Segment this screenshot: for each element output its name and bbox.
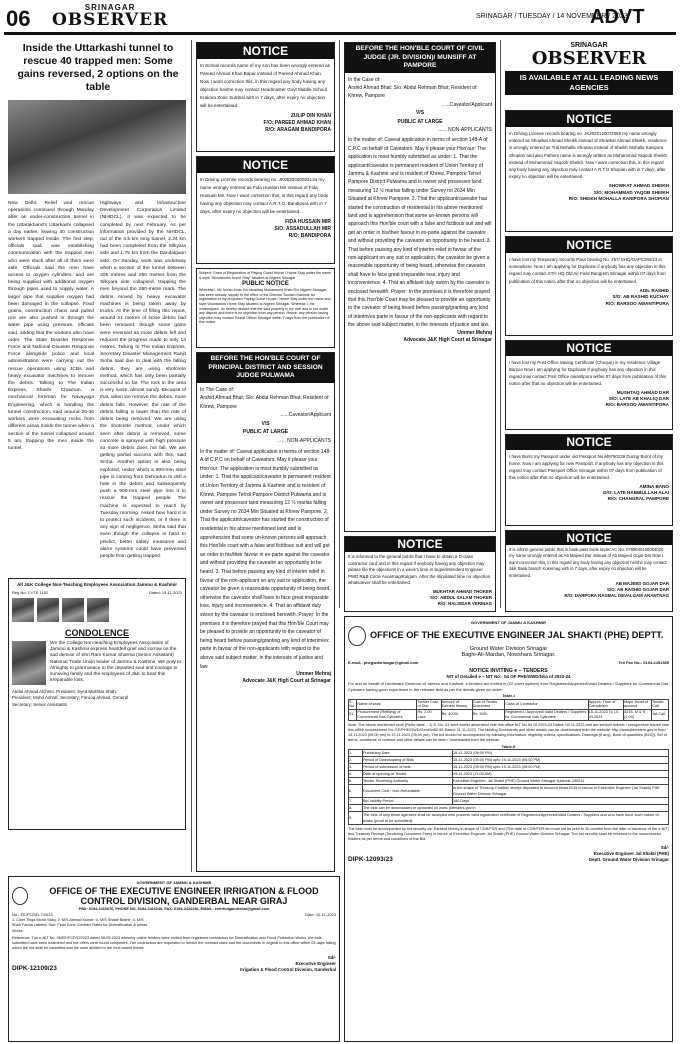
court-respondent: PUBLIC AT LARGE	[243, 429, 288, 436]
lead-col-left: New Delhi: Relief and rescue operations continued through Monday after an under-construction tunnel in the Uttarakhand's Uttarkashi collapsed a day earlier, leaving 40 construction workers trapped inside. The first step, officials said, was establishing communication with the trapped men who were stuck after all of them were safe. Officials said the men have access to oxygen cylinders, and are being supplied with additional oxygen through pipes used to supply water. A larger pipe that supplies oxygen had been damaged in the collapse. Food grains, construction chaos and pulled rice are also pushed in through the water pipe using pressure, officials said, adding that the workers also have order. The State Disaster Response Force and National Disaster Response Force alongside police and local administration were carrying out the rescue operations using JCBs and heavy excavator machines to remove the debris. Talking to The Indian Express, Shashi Chauhan, a mechanical foreman for Navayuga Engineering, which is handling the tunnel construction, said around 20-30 workers were excavating rocks from different areas inside the tunnel when a section of the tunnel collapsed around 5 am, trapping the men inside the tunnel.	[8, 201, 94, 451]
date-line: SRINAGAR / TUESDAY / 14 NOVEMBER / 2023	[476, 13, 628, 20]
sig-address: R/O: SHEIKH MOHALLA KANIPORA SHOPIAN	[568, 196, 669, 202]
column-rule	[191, 40, 192, 872]
table-row	[349, 812, 669, 825]
table-cell: Bid Validity Period	[363, 798, 453, 805]
sig-relation: S/O: AB RASHID GOJAR DAR	[606, 586, 669, 592]
tender-body: Reference: The e-NIT No. 06/EE/FCD/D/2023 dated 08-09-2023 whereby online tenders were invited from registered contractors for Diversification and Flood Protection Works, the bids submitted have been examined and the offers were found competent. The contractors are requested to furnish the contract rates and the documents in original to this office within 03 days failing which the bid shall be cancelled and the work allotted to the next lowest bidder.	[12, 936, 336, 950]
tender-sub1: Ground Water Division Srinagar	[469, 645, 548, 652]
table-cell: The bids can be downloaded or uploaded on www. jktenders.gov.in	[363, 805, 669, 812]
sig-name: FIDA HUSSAIN MIR	[285, 219, 331, 225]
table-row	[349, 778, 669, 785]
sig-name: ADIL RASHID	[639, 287, 669, 293]
public-notice-body: Whereas I, Mr. Imran Khan S/o Mushtaq Mohammed Khan R/o Nigeen Srinagar, has been already happily to the office of the Director Tourism Kashmir for registration of my proposed Paying Guest House / Home Stay under the name and style Woodworks Home Stay situated at Nigeen Srinagar. Whereas I, the undersigned, do hereby declare that the said property is my own and is not under any dispute and there is no objection from any person. Hence, any person having objection may contact Tourist Officer Srinagar within 7 days from the publication of this notice.	[199, 288, 331, 325]
table-header: Name of work	[357, 699, 417, 710]
table-cell: 5.	[349, 778, 363, 785]
table-header: Major Head of account	[624, 699, 652, 710]
notice-bank-passbook	[505, 530, 673, 612]
notice-driving-license-2	[505, 110, 673, 232]
notice-body: I have lost my Post Office Saving Certificate (Cheque) in my residence Village Barsoo Now I am applying for Duplicate If anybody has any objection in this regard may contact Post Office Awantipora within 07 days from publication of this notice after that no objection will be entertained.	[509, 360, 667, 386]
deceased-photo	[12, 641, 46, 685]
tender-title: OFFICE OF THE EXECUTIVE ENGINEER JAL SHAKTI (PHE) DEPTT.	[370, 630, 664, 640]
table-cell: Period of Downloading of Bids	[363, 757, 453, 764]
table-cell: Date of opening of Tender	[363, 771, 453, 778]
notice-body: It is inform general public that in bank pass book under AC No. 0759040100004020 my name wrongly entered as Ab Majeed Dar instead of Ab Majeed Gojar Dar Now I want correction this, in this regard any body having any objection he/she may contact J&K Bank branch Kokernag with in 7 days, after expiry no objection will be entertained.	[509, 547, 667, 578]
table-cell: 15-11-2023 To 19-03-2024	[588, 710, 623, 721]
table-row	[349, 785, 669, 798]
notice-signature	[506, 183, 672, 202]
table-cell: Tender Receiving Authority	[363, 778, 453, 785]
tender-nit-no: NIT of Detailed e – NIT No:- 54 OF PHE/GWD/Nsa of 2023-24	[446, 674, 571, 679]
table-cell: 1st Call	[652, 710, 669, 721]
sig-name: Ummer Mehraj	[296, 671, 331, 678]
sig-relation: F/O: PAREED AHMAD KHAN	[263, 120, 331, 126]
condolence-refs	[12, 590, 182, 596]
public-notice-subject: Subject: Grant of Registration of Paying Guest House / Home Stay under the name & style "Woodworks Home Stay" situated at Nigeen Srinagar	[199, 271, 332, 280]
sig-office: Deptt. Ground Water Division Srinagar	[588, 856, 669, 862]
condolence-date: Dated: 13-11-2023	[148, 589, 182, 595]
sig-relation: S/O: ASSADULLAH MIR	[274, 226, 331, 232]
sig-sd: Sd/-	[660, 845, 669, 851]
notice-title: NOTICE	[506, 111, 672, 127]
tender-gov: GOVERNMENT OF JAMMU & KASHMIR	[136, 880, 212, 885]
masthead	[52, 4, 168, 29]
sig-name: SHOWKAT AHMAD SHEIKH	[608, 183, 669, 189]
court-body: In the matter of: Caveat application in terms of section 148-A of C.P.C on behalf of Caveators. May it please your Hon'our: The application is most humbly submitted as under: 1. That the applicant/caveator is permanent resident of Union Territory of Jammu & Kashmir and is resident of Khrew, Pampore Tehsil Pampore District Pulwama and is owner and possessor land measuring 12 ½ marlas falling under Survey no 2634 Min Situated at Khrew Pampore. 2. That the applicant/caveator has started the construction of residential in his above mentioned land and is apprehension that some un-known persons will approach this Hon'ble court with a false and fictitious suit and will get an order in his/their favour in ex-parte against the caveator and without providing the caveator an opportunity to be heard. 3. That before passing any kind of interim relief in favour of the non-applicant on any suit or application, the caveator be given a reasonable opportunity of being heard, otherwise the caveator shall have to face great irreparable loss, injury and inconvenience. 4. That an affidavit duly sworn by the caveator is enclosed herewith. Prayer: In the premises it is therefore prayed that this Hon'ble Court may be pleased to provide an opportunity to the caveator of being heard before passing/granting any kind of interim/ex parte in favour of the non-applicants with regard to the above said subject matter, in the interests of justice and law.	[348, 137, 492, 329]
emblem-icon	[12, 887, 28, 905]
avatar	[37, 598, 59, 622]
lead-photo	[8, 100, 186, 194]
table-cell: Procurement (Refilling) of Commercial Gas Cylinders	[357, 710, 417, 721]
court-content	[345, 73, 495, 347]
dipk-number: DIPK-12093/23	[348, 855, 393, 863]
court-respondent: PUBLIC AT LARGE	[397, 118, 443, 125]
column-rule	[500, 40, 501, 608]
tender-signature	[240, 955, 336, 972]
tender-fax: Tel/ Fax No:- 0194-2451385	[618, 659, 669, 665]
tender-footer	[348, 845, 669, 862]
notice-body: I have lost my Temporary Security Pass bearing No. 257/ SHQ/OAPCSW/23 in somewhere. Now I am applying for Duplicate if anybody has any objection in this regard may contact STH HQ Old Air Field Rangreth Srinagar within 07 days from publication of this notice after that no objection will be entertained.	[509, 257, 666, 284]
tender-notes: Note: The above mentioned work (Refer table – 1) S. No. 01 were earlier advertised vide this office NIT No 54 Of 2023-24 Dated: 09-11-2023 and are seldom redone / corrigendum issued vide this office endorsement No. EE/PHE/GWD/Genl/4462-56 Dated: 11-11-2023. The bidding Documents and other details can be downloaded from the website: http://www.jktenders.gov.in from 15.11.2023 (05:00 pm) to 19.11.2023 (05:00 pm). The bid should be accompanied by following information, eligibility criteria, specifications, Drawings (if any), Book of quantities (BOQ), Set of terms, conditions of contract and other details can be seen / downloaded from the website.	[348, 722, 669, 742]
court-role: ......Caveator/Applicant	[441, 101, 492, 108]
table-row	[349, 764, 669, 771]
table-cell: Rs. 2.00 Lacs	[417, 710, 441, 721]
sig-relation: D/O: LATE HABIBULLAH ALAI	[603, 490, 669, 496]
tender-footer-note: The bids must be accompanied by bid security viz: Earnest Money in shape of CDR/FDR and (The date of CDR/FDR etc must not be prior to 30 months from the date of issuance of the e-NIT) and Treasury Receipt (Tendering Document Fees) in favour of Executive Engineer Jal Shakti (PHE) Ground Water Division Srinagar. The bid security shall be returned to the unsuccessful bidders as per terms and conditions of the Bid.	[348, 827, 669, 842]
court-role: ...... NON-APPLICANTS	[438, 126, 492, 133]
condolence-title: CONDOLENCE	[64, 628, 129, 638]
notice-title: NOTICE	[506, 435, 672, 450]
notice-contractor-card	[344, 536, 496, 612]
notice-body: In School records name of my son has been wrongly entered as Pareed Ahmad Khan Bapar instead of Pareed Ahmad Khan. Now I want correction this, in this regard any body having any objection he/she may contact Headmaster Govt Middle School Krakora Zone Sumbal with in 7 days, after expiry no objection will be entertained.	[200, 63, 330, 108]
tender-footer	[12, 955, 336, 972]
table-header: Cost of Tender Document	[472, 699, 504, 710]
table-cell: The bids of only those agencies shall be accepted who possess valid registration certificate of Registered/Approved/Valid Dealers / Suppliers and who have done such nature of works (proof to be submitted).	[363, 812, 669, 825]
tender-no: No.: EE/FCD/D-7/2023	[12, 912, 53, 917]
notice-body: In Driving License records bearing no. JK0520040003134 my name wrongly entered as Fida Hussan Mir instead of Fida Hussain Mir. Now I want correction this, in this regard any body having any objection may contact A.R.T.O. Bandipora with in 7 days, after expiry no objection will be entertained.	[200, 177, 329, 214]
sig-title: Advocate J&K High Court at Srinagar	[242, 678, 331, 685]
court-case: In The Case of:	[200, 386, 235, 393]
table-row	[349, 750, 669, 757]
condolence-content	[12, 641, 182, 685]
table-cell: 1.	[349, 750, 363, 757]
sig-relation: S/O: AB RASHID KUCHAY	[612, 294, 669, 300]
tender-nit-title: NOTICE INVITING e – TENDERS	[469, 668, 548, 674]
sig-office: Irrigation & Flood Control Division, Ganderbal	[240, 966, 336, 972]
condolence-ad	[8, 578, 186, 830]
sig-sd: Sd/-	[327, 955, 336, 960]
tender-heading	[348, 626, 669, 646]
tender-sub2: Baghi-Ali-Mardan, Nowshara Srinagar.	[461, 651, 556, 658]
table-cell: 6.	[349, 785, 363, 798]
table-header: Class of Contractor	[505, 699, 588, 710]
condolence-signatories: Abdul Ahmad Alchem, President; Syed Mukhtar Shah, President; Mohd Ashraf, Secretary; Farooq Ahmad, General Secretary; Senior Assistants	[12, 689, 129, 707]
notice-lost-security-pass	[505, 236, 673, 336]
tender-gov: GOVERNMENT OF JAMMU & KASHMIR	[471, 620, 546, 625]
notice-title: NOTICE	[345, 537, 495, 552]
tender-jal-shakti	[344, 616, 673, 1042]
notice-title: NOTICE	[506, 341, 672, 356]
sig-name: Ummer Mehraj	[457, 329, 492, 336]
table-cell: 01	[349, 710, 357, 721]
sig-title: Executive Engineer Jal Shakti (PHE)	[593, 850, 669, 856]
sig-address: R/O: BARSOO AWANTIPORA	[605, 300, 669, 306]
condolence-photos	[12, 598, 182, 622]
court-vs: V/S	[415, 110, 425, 117]
notice-body: It is informed to the general public that I have to obtain a D-class contractor card and in this regard if anybody having any objection may please file the objections in a week's time in Superintendent Engineer PWD R&B Circle Anantnag/Kulgam. After the stipulated time no objection whatsoever shall be entertained.	[348, 554, 491, 586]
public-notice-title: PUBLIC NOTICE	[242, 281, 289, 288]
ad-masthead-name: OBSERVER	[531, 48, 647, 69]
notice-name-correction	[196, 42, 335, 152]
notice-lost-certificate	[505, 340, 673, 430]
table-cell: Publishing Date	[363, 750, 453, 757]
table-row	[349, 710, 669, 721]
page-number: 06	[6, 6, 31, 31]
sig-name: ZULIP DIN KHAN	[290, 113, 331, 119]
table-header: S. No	[349, 699, 357, 710]
condolence-body: We the College Non-teaching Employees Association of Jammu & Kashmir express heartfelt grief and sorrow on the sad demise of Shri Ram Kumar Sharma (Senior Assistant) National Trade Union leader of Jammu & Kashmir. We pray to Almighty to grant peace to the departed soul and courage to surviving family and the employees of J&K to bear this irreparable loss.	[50, 641, 182, 684]
tender-addressees: 1. Chief Tinga Mohd Sidiq; 2. M/S Ahmad Kumar; 3. M/S Shabir Bashir; 4. M/S Shah Farida Lateefa; Sub: Final Done Contract Rates for Diversification & pheas Works	[12, 917, 148, 933]
table-header: Approx. Time of Completion	[588, 699, 623, 710]
avatar	[87, 598, 109, 622]
court-notice-pampore	[344, 42, 496, 532]
table-cell: 3.	[349, 764, 363, 771]
avatar	[62, 598, 84, 622]
court-signature	[348, 330, 492, 344]
table-cell: 7.	[349, 798, 363, 805]
tender-table-2	[348, 749, 669, 825]
header-rule	[4, 32, 676, 35]
court-title: BEFORE THE HON'BLE COURT OF CIVIL JUDGE (JR. DIVISION)/ MUNSIFF AT PAMPORE	[345, 43, 495, 73]
masthead-top: SRINAGAR	[84, 3, 136, 12]
table-cell: 4215- M & S (2.00)	[624, 710, 652, 721]
sig-name: MUSHTAQ AHMAD DAR	[616, 390, 669, 395]
notice-burnt-passport	[505, 434, 673, 526]
table-cell: Executive Engineer, Jal Shakti (PHE) Ground Water Srinagar Kashmir-190011	[453, 778, 669, 785]
table-cell: Rs. 500/-	[472, 710, 504, 721]
ad-masthead-top: SRINAGAR	[570, 42, 608, 49]
condolence-reg: Reg No: CYTE 1162	[12, 589, 49, 595]
condolence-org: All J&K College Non-Teaching Employees Association Jammu & Kashmir	[16, 582, 178, 587]
table-row	[349, 805, 669, 812]
court-vs: V/S	[261, 420, 270, 427]
notice-title: NOTICE	[197, 157, 334, 173]
notice-signature	[345, 589, 495, 607]
table-header: Tender Cost of Doc	[417, 699, 441, 710]
sig-name: AB MAJEED GOJAR DAR	[615, 581, 669, 587]
dipk-number: DIPK-12109/23	[12, 965, 57, 973]
table-cell: 19-11-2023 (11:00 AM)	[453, 771, 669, 778]
notice-signature	[506, 288, 672, 307]
sig-name: MUKHTAR AHMAD THOKER	[432, 588, 492, 594]
tender-title: OFFICE OF THE EXECUTIVE ENGINEER IRRIGATION & FLOOD CONTROL DIVISION, GANDERBAL NEAR GIRAJ	[49, 885, 319, 906]
notice-body: In Driving License records bearing no. JK2020120072065 my name wrongly entered as Showkat Ahmad Sheikh instead of Showkat Ahmad Shiekh, residence is wrongly entered as Tral Mohalla Shopian instead of Sheikh Mohalla Kanipora Shopian and also Fathers name is wrongly written as Muhammad Yaqoob Sheikh instead of Mohammad Yaqoob Sheikh. Now I want correction this, in this regard any body having any objection may contact A.R.T.O Shopian with in 7 days, after expiry no objection will be entertained.	[509, 131, 667, 180]
notice-title: NOTICE	[197, 43, 334, 59]
table-cell: Period of submission of bids	[363, 764, 453, 771]
table-cell: 15-11-2023 (05:00 PM) upto 19-11-2023 (05:00 PM)	[453, 764, 669, 771]
court-signature	[200, 671, 331, 685]
court-role: ......Caveator/Applicant	[280, 412, 331, 419]
table-cell: 4.	[349, 771, 363, 778]
table-cell: 9.	[349, 812, 363, 825]
tender-date: Date: 10-11-2023	[305, 912, 336, 917]
observer-availability-ad	[505, 42, 673, 106]
notice-body: I have Burnt my Passport under old Passport No M9760239 During Burnt of my home. Now I am applying for new Passport. If anybody has any objection in this regard may contact Passport Office Srinagar within 07 days from publication of this notice after that no objection will be entertained.	[509, 454, 664, 480]
tender-intro: For and on behalf of Lieutenant Governor of Jammu and Kashmir, e-tenders are invited in (02 cover system) from Registered/Approved/Valid Dealers / Suppliers for Commercial Gas Cylinders having good experience in the relevant field as per the details given as under:	[348, 681, 669, 692]
sig-address: R/O: CHANGRAL PAMPORE	[607, 496, 669, 502]
tender-email: E-mail:- phegwdsrinagar@gmail.com	[348, 659, 419, 665]
table-cell: 15-11-2023 (05:00 PM) upto 19-11-2023 (05:00 PM)	[453, 757, 669, 764]
masthead-name: OBSERVER	[52, 10, 169, 30]
public-notice	[196, 268, 335, 348]
court-title: BEFORE THE HON'BLE COURT OF PRINCIPAL DISTRICT AND SESSION JUDGE PULWAMA	[197, 353, 334, 383]
lead-headline: Inside the Uttarkashi tunnel to rescue 40 trapped men: Some gains reversed, 2 options on the table	[17, 42, 179, 93]
table-row	[349, 757, 669, 764]
sig-relation: S/O: LATE AB KHALIQ DAR	[608, 396, 669, 402]
notice-signature	[506, 484, 672, 503]
court-body: In the matter of: Caveat application in terms of section 148-A of C.P.C on behalf of Caveators. May it please your Hon'our: The application is most humbly submitted as under: 1. That the applicant/caveator is permanent resident of Union Territory of Jammu & Kashmir and is resident of Khrew, Pampore Tehsil Pampore District Pulwama and is owner and possessor land measuring 12 ½ marlas falling under Survey no 2634 Min Situated at Khrew Pampore. 2. That the applicant/caveator has started the construction of residential in his above mentioned land and is apprehension that some un-known persons will approach this Hon'ble court with a false and fictitious suit and will get an order in his/their favour in ex-parte against the caveator and without providing the caveator an opportunity to be heard. 3. That before passing any kind of interim relief in favour of the non-applicant on any suit or application, the caveator be given a reasonable opportunity of being heard, otherwise the caveator shall have to face great irreparable loss, injury and inconvenience. 4. That an affidavit duly sworn by the caveator is enclosed herewith. Prayer: In the premises it is therefore prayed that this Hon'ble Court may be pleased to provide an opportunity to the caveator of being heard before passing/granting any kind of interim/ex parte in favour of the non-applicants with regard to the above said subject matter, in the interests of justice and law.	[200, 448, 331, 670]
tender-irrigation	[8, 876, 340, 1042]
sig-address: R/O: BARSOO AWANTIPORA	[605, 402, 669, 408]
notice-signature	[506, 581, 672, 598]
sig-title: Executive Engineer	[295, 960, 336, 966]
table-cell: 2.	[349, 757, 363, 764]
sig-address: R/O: BANDIPORA	[288, 233, 331, 239]
table-cell: 180 Days	[453, 798, 669, 805]
table-header-row	[349, 699, 669, 710]
tender-contact	[348, 660, 669, 666]
tender-contact: PBX: 0194-2416076, PHONE NO. 0194-2416246, FAX: 0194-2416246, EMAIL: eeirrfcdganderbal@gmail.com	[78, 906, 270, 911]
notice-signature	[197, 113, 334, 134]
ad-tagline: IS AVAILABLE AT ALL LEADING NEWS AGENCIES	[505, 71, 673, 95]
court-parties: Arshid Ahmad Bhat; S/o: Abdul Rehman Bhat; Resident of: Khrew, Pampore	[348, 84, 478, 100]
table-header: Tender Call	[652, 699, 669, 710]
sig-relation: S/O: MOHAMMAD YAQOB SHEIKH	[593, 189, 669, 195]
tender-signature	[589, 845, 669, 862]
table-row	[349, 798, 669, 805]
sig-title: Advocate J&K High Court at Srinagar	[403, 336, 492, 343]
court-role: ...... NON-APPLICANTS	[277, 438, 331, 445]
tender-heading	[12, 886, 336, 907]
lead-col-right: Highways and Infrastructure Development Corporation Limited (NHIDCL), it was expected to be completed by next February. As per information provided by the NHIDCL, out of the 4.5 km long tunnel, 2.34 km had been completed from the Silkyara side and 1.75 km from the Dandalgaon side. On Sunday, work was underway when a section of the tunnel between 205 metres and 260 metres from the Silkyara side collapsed, trapping the men beyond the 260-metre mark. The debris moved by heavy excavator machines is being taken away by trucks. At the time of filling this report, around 21 metres of loose debris had been removed, though some gains were reversed as more debris fell and reduced the progress made to only 14 metres. Talking to The Indian Express, Secretary Disaster Management Ranjit Sinha said due to deal with the falling debris, they are using shotcrete method, which has only been partially successful so far. The rock in the area is very loose, almost sandy. Because of that, when we remove the debris, more debris falls. However, the rate of the debris falling is lower than the rate of debris being removed. We are using the shotcrete method, under which seen after debris is removed, some concrete is sprayed with high pressure so more debris does not fall. We are getting partial success with this, said Sinha. Another option is also being explored, under which a 900-mm steel pipe is coming from Dehradun to drill a hole in the debris and subsequently push a 900-mm steel pipe into it to rescue the trapped people. The machine is expected to reach by Tuesday morning. Asked how hard it is to protect such incidents, or if there is any sign of negligence, Sinha said that even though the collapse is hard to predict, better safety measures and alarm systems could have prevented people from getting trapped.	[100, 201, 186, 559]
table-cell: 8.	[349, 805, 363, 812]
tender-table-1	[348, 699, 669, 721]
table-cell: Rs. 4000/-	[441, 710, 472, 721]
table2-title: Table-II	[501, 743, 516, 749]
court-parties: Arshid Ahmad Bhat; S/o: Abdul Rehman Bhat; Resident of: Khrew, Pampore	[200, 395, 330, 410]
table-row	[349, 771, 669, 778]
section-label: ADVT	[590, 6, 645, 28]
table-cell: Registered / Approved/ Valid Dealers / Suppliers for Commercial Gas Cylinders	[505, 710, 587, 719]
column-rule	[339, 40, 340, 608]
table-header: Amount of Earnest Money	[441, 699, 472, 710]
sig-address: R/O: DARPORA NAGBAL DEVALGAM ANANTNAG	[564, 592, 669, 598]
table-cell: Document Cost : Non-Refundable	[363, 785, 453, 798]
court-case: In the Case of:	[348, 76, 381, 83]
table-cell: 15-11-2023 (05:00 PM)	[453, 750, 669, 757]
notice-signature	[506, 390, 672, 409]
court-content	[197, 383, 334, 689]
table-cell: In the shape of Treasury Challan/ receipt deposited to Account Head 0215 in favour of Executive Engineer (Jal Shakti) PHE Ground Water Division Srinagar	[453, 785, 669, 798]
table1-title: Table-I	[502, 693, 515, 698]
avatar	[12, 598, 34, 622]
notice-driving-license	[196, 156, 335, 264]
notice-title: NOTICE	[506, 531, 672, 545]
emblem-icon	[348, 626, 366, 646]
notice-signature	[197, 219, 334, 240]
sig-address: R/O: ARAGAM BANDIPORA	[265, 127, 331, 133]
sig-name: AMINA BANO	[639, 484, 669, 489]
notice-title: NOTICE	[506, 237, 672, 253]
court-notice-pulwama	[196, 352, 335, 872]
sig-address: R/O: HALSIDAR VERINAG	[437, 600, 492, 606]
sig-relation: S/O: ABDUL SALAM THOKER	[430, 594, 492, 600]
